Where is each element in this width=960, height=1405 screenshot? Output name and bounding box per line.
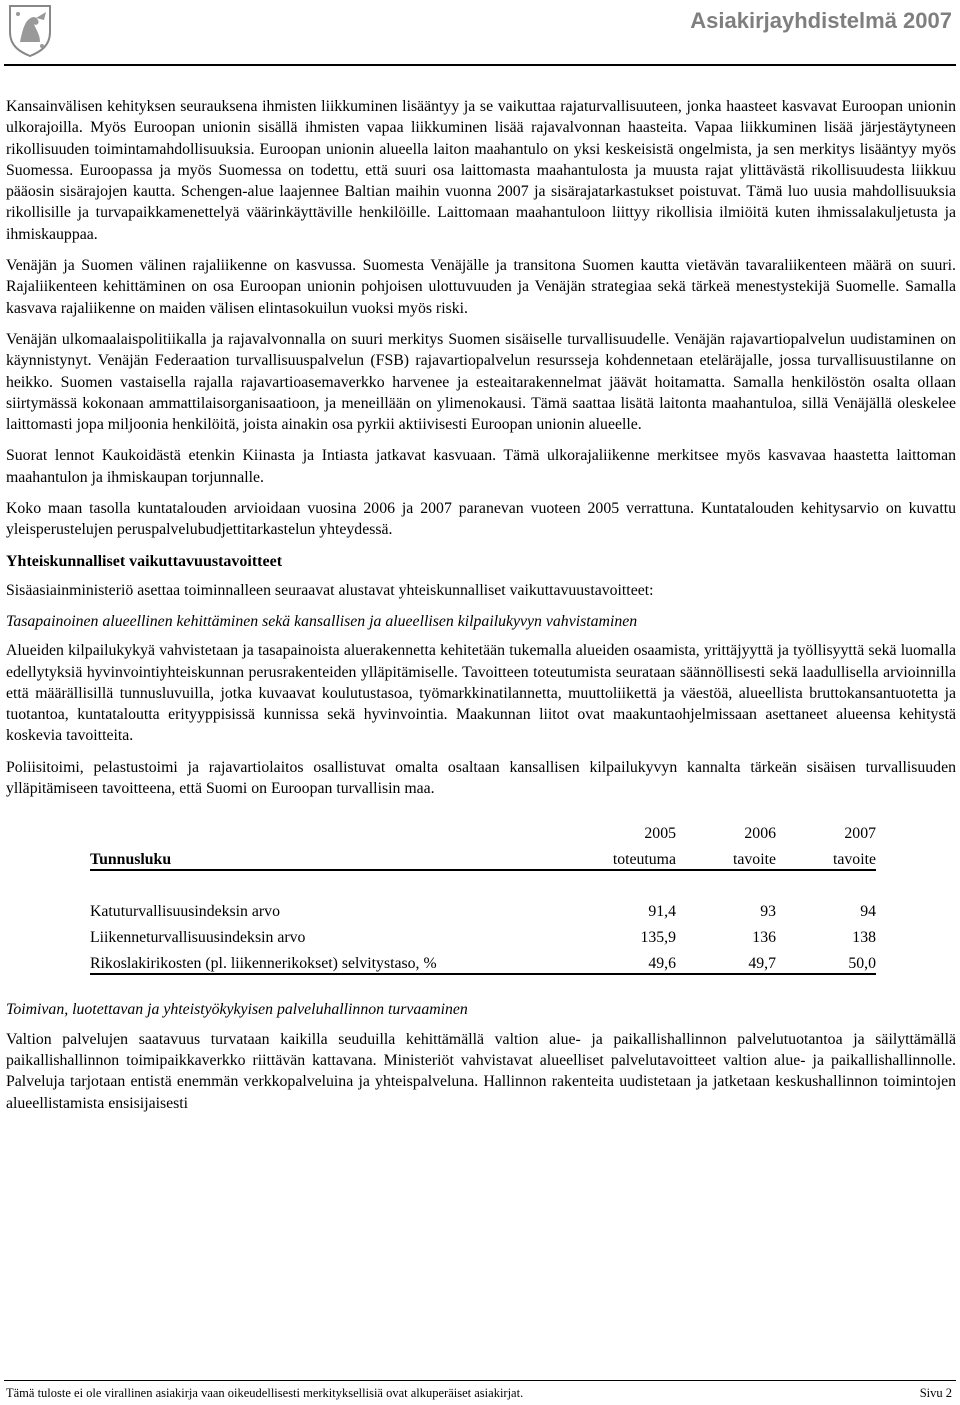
table-row (90, 895, 876, 921)
column-header: Tunnusluku (90, 851, 172, 869)
cell-value: 135,9 (640, 929, 676, 947)
paragraph: Alueiden kilpailukykyä vahvistetaan ja tasapainoista aluerakennetta kehitetään tukemalla alueiden osaamista, yrittäjyyttä ja työllisyyttä sekä luomalla edellytyksiä hyvinvointiyhteiskunnan perusrakenteiden ylläpitämiselle. Tavoitteen toteutumista seurataan säännöllisesti sekä laadullisella arvioinnilla että määrällisillä tunnusluvuilla, jotka kuvaavat koulutustasoa, työmarkkinatilannetta, muuttoliikettä ja väestöä, alueellista bruttokansantuotetta ja tuotantoa, kuntataloutta erityyppisissä kunnissa sekä hyvinvointia. Maakunnan liitot ovat maakuntaohjelmissaan asettaneet alueensa kehitystä koskevia tavoitteita. (6, 642, 956, 745)
cell-value: 93 (760, 903, 776, 921)
paragraph: Valtion palvelujen saatavuus turvataan kaikilla seuduilla kehittämällä valtion alue- ja paikallishallinnon palvelutuotantoa ja säilyttämällä paikallishallinnon toimipaikkaverkko riittävän kattavana. Ministeriöt vahvistavat alueelliset palvelutavoitteet valtion alue- ja paikallishallinnolle. Palveluja tarjotaan entistä enemmän verkkopalveluina ja yhteispalveluna. Hallinnon rakenteita uudistetaan ja jatketaan keskushallinnon toimintojen alueellistamista ensisijaisesti (6, 1030, 956, 1112)
row-label: Katuturvallisuusindeksin arvo (90, 903, 280, 921)
paragraph: Poliisitoimi, pelastustoimi ja rajavartiolaitos osallistuvat omalta osaltaan kansallisen kilpailukyvyn kannalta tärkeän sisäisen turvallisuuden ylläpitämiseen tavoitteena, että Suomi on Euroopan turvallisin maa. (6, 758, 956, 798)
year-2007: 2007 (844, 825, 876, 843)
goal-title: Tasapainoinen alueellinen kehittäminen sekä kansallisen ja alueellisen kilpailukyvyn vahvistaminen (6, 612, 638, 630)
paragraph: Koko maan tasolla kuntatalouden arvioidaan vuosina 2006 ja 2007 paranevan vuoteen 2005 verrattuna. Kuntatalouden kehitysarvio on kuvattu yleisperustelujen peruspalvelubudjettitarkastelun yhteydessä. (6, 500, 956, 539)
goal-title: Toimivan, luotettavan ja yhteistyökykyisen palveluhallinnon turvaaminen (6, 1001, 468, 1019)
table-row (90, 947, 876, 974)
year-2005: 2005 (644, 825, 676, 843)
document-body (6, 96, 956, 1124)
cell-value: 138 (852, 929, 876, 947)
table-row (90, 921, 876, 947)
cell-value: 91,4 (648, 903, 676, 921)
cell-value: 50,0 (776, 947, 876, 974)
page-number: Sivu 2 (919, 1386, 952, 1400)
cell-value: 49,7 (676, 947, 776, 974)
footer-note: Tämä tuloste ei ole virallinen asiakirja vaan oikeudellisesti merkityksellisiä ovat alkuperäiset asiakirjat. (6, 1386, 524, 1400)
paragraph: Kansainvälisen kehityksen seurauksena ihmisten liikkuminen lisääntyy ja se vaikuttaa rajaturvallisuuteen, jonka haasteet kasvavat Euroopan unionin ulkorajoilla. Myös Euroopan unionin sisällä ihmisten vapaa liikkuminen lisää rajavalvonnan haasteita. Vapaa liikkuminen lisää järjestäytyneen rikollisuuden toimintamahdollisuuksia. Euroopan unionin alueella laiton maahantulo on yksi keskeisistä ongelmista, ja sen merkitys lisääntyy myös Suomessa. Euroopassa ja myös Suomessa on todettu, että suuri osa laittomasta maahantulosta ja muusta rajat ylittävästä rikollisuudesta liikkuu pääosin sisärajojen kautta. Schengen-alue laajennee Baltian maihin vuonna 2007 ja sisärajatarkastukset poistuvat. Tämä luo uusia mahdollisuuksia rikollisille ja turvapaikkamenettelyä väärinkäyttäville henkilöille. Laittomaan maahantuloon liittyy rikollisia ilmiöitä kuten ihmissalakuljetusta ja ihmiskauppaa. (6, 98, 956, 243)
page-footer (6, 1386, 952, 1401)
table-year-row (90, 817, 876, 843)
header-divider (4, 64, 956, 66)
table-header-row (90, 843, 876, 870)
paragraph: Suorat lennot Kaukoidästä etenkin Kiinasta ja Intiasta jatkavat kasvuaan. Tämä ulkorajaliikenne merkitsee myös kasvavaa haastetta laittoman maahantulon ja ihmiskaupan torjunnalle. (6, 447, 956, 486)
row-label: Rikoslakirikosten (pl. liikennerikokset) selvitystaso, % (90, 947, 576, 974)
section-intro: Sisäasiainministeriö asettaa toiminnalleen seuraavat alustavat yhteiskunnalliset vaikuttavuustavoitteet: (6, 581, 654, 599)
table-spacer (90, 879, 876, 895)
document-title: Asiakirjayhdistelmä 2007 (690, 8, 952, 33)
coat-of-arms-icon (6, 2, 54, 58)
cell-value: 49,6 (576, 947, 676, 974)
row-label: Liikenneturvallisuusindeksin arvo (90, 929, 306, 947)
paragraph: Venäjän ulkomaalaispolitiikalla ja rajavalvonnalla on suuri merkitys Suomen sisäiselle turvallisuudelle. Venäjän rajavartiopalvelun uudistaminen on käynnistynyt. Venäjän Federaation turvallisuuspalvelun (FSB) rajavartiopalvelun resursseja kohdennetaan eteläräjalle, jossa turvallisuustilanne on heikko. Suomen vastaisella rajalla rajavartioasemaverkko harvenee ja esteaitarakennelmat jäävät hoitamatta. Samalla henkilöstön osalta ollaan siirtymässä kokonaan ammattilaisorganisaatioon, ja meneillään on ylimenokausi. Tämä saattaa lisätä laitonta maahantuloa, sillä Venäjällä oleskelee laittomasti jopa miljoonia henkilöitä, joista ainakin osa pyrkii aktiivisesti Euroopan unionin alueelle. (6, 330, 956, 434)
paragraph: Venäjän ja Suomen välinen rajaliikenne on kasvussa. Suomesta Venäjälle ja transitona Suomen kautta vietävän tavaraliikenteen määrä on suuri. Rajaliikenteen kehittäminen on osa Euroopan unionin pohjoisen ulottuvuuden ja Venäjän strategiaa sekä tärkeä menestystekijä Suomelle. Samalla kasvava rajaliikenne on maiden välisen elintasokuilun vuoksi myös riski. (6, 257, 956, 317)
footer-divider (4, 1380, 956, 1381)
cell-value: 136 (752, 929, 776, 947)
column-subheader: tavoite (833, 851, 876, 869)
column-subheader: tavoite (733, 851, 776, 869)
cell-value: 94 (860, 903, 876, 921)
page-header (0, 0, 960, 68)
indicator-table (90, 817, 876, 975)
year-2006: 2006 (744, 825, 776, 843)
section-heading: Yhteiskunnalliset vaikuttavuustavoitteet (6, 552, 283, 570)
table-divider (90, 870, 876, 879)
column-subheader: toteutuma (612, 851, 676, 869)
